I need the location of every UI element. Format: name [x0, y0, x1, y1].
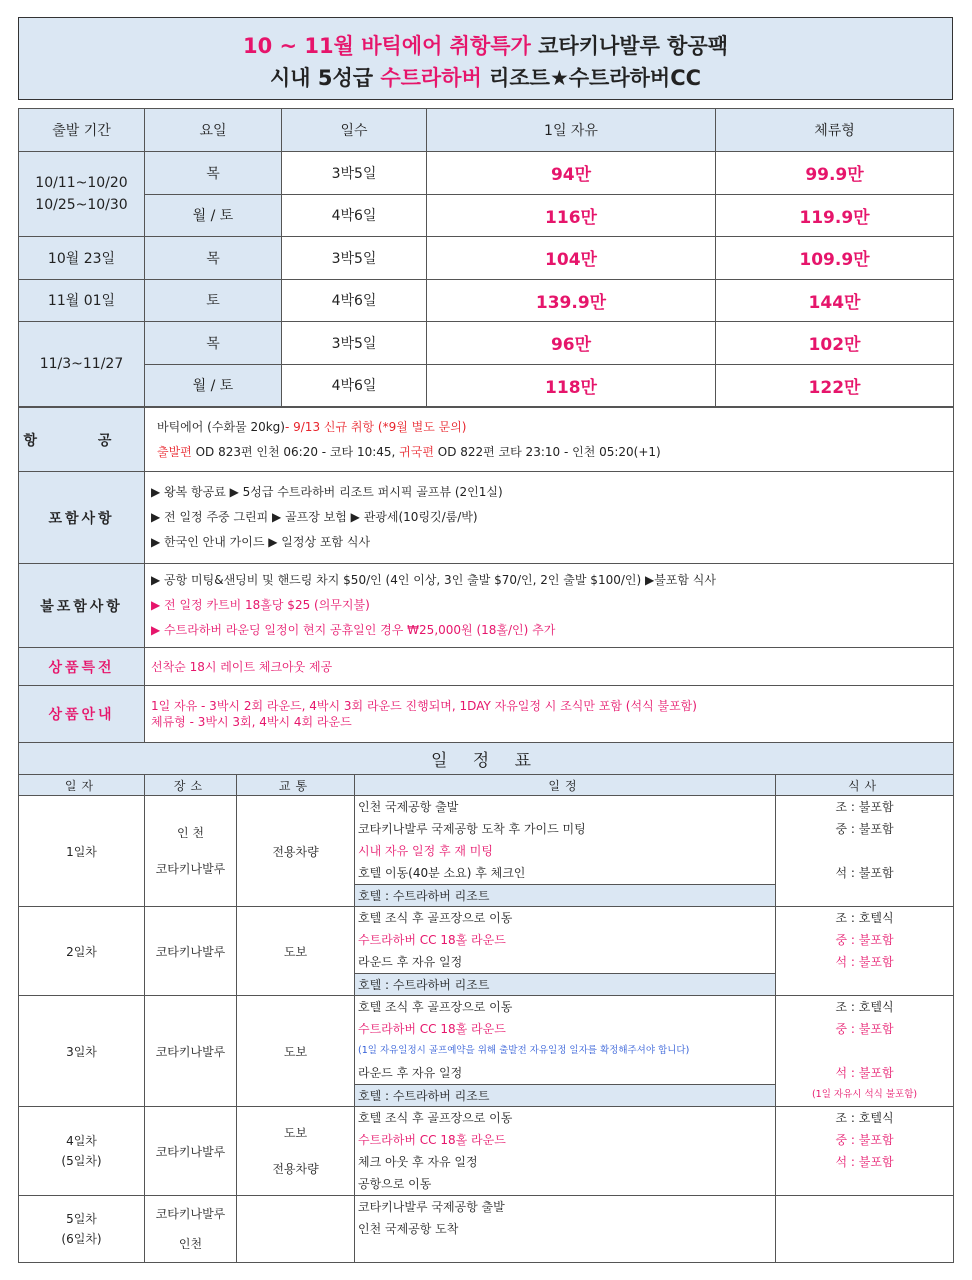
special-label: 상품특전 [19, 648, 145, 686]
price-row [19, 152, 954, 195]
included-line: ▶ 왕복 항공료 ▶ 5성급 수트라하버 리조트 퍼시픽 골프뷰 (2인1실) [151, 485, 503, 499]
excluded-line: ▶ 전 일정 카트비 18홀당 $25 (의무지불) [151, 598, 370, 612]
day-meals [776, 1196, 954, 1263]
duration-cell: 3박5일 [282, 237, 427, 280]
departure-period: 11월 01일 [19, 279, 145, 322]
free-price-cell: 118만 [427, 364, 716, 407]
stay-price-cell: 119.9만 [716, 194, 954, 237]
air-label: 항 공 [19, 408, 145, 472]
itinerary-note: (1일 자유일정시 골프예약을 위해 출발전 자유일정 일자를 확정해주셔야 합니다) [358, 1045, 690, 1056]
promo-title-box [18, 17, 953, 100]
day-places [145, 796, 237, 907]
period-date: 10/11~10/20 [35, 175, 128, 191]
hotel-line: 호텔 : 수트라하버 리조트 [355, 884, 775, 906]
meal-item [776, 1040, 953, 1062]
return-flight: OD 822편 코타 23:10 - 인천 05:20(+1) [433, 444, 661, 459]
itinerary-item: 호텔 이동(40분 소요) 후 체크인 [358, 866, 526, 880]
day-number-alt: (6일차) [61, 1232, 102, 1246]
itinerary-item: 코타키나발루 국제공항 출발 [358, 1200, 505, 1214]
schedule-day-row [19, 907, 954, 996]
guide-line: 체류형 - 3박시 3회, 4박시 4회 라운드 [151, 715, 352, 729]
itinerary-item: 호텔 조식 후 골프장으로 이동 [358, 911, 513, 925]
itinerary-item: 라운드 후 자유 일정 [358, 955, 463, 969]
schedule-table [18, 742, 954, 1263]
meal-item: 석 : 불포함 [835, 955, 894, 969]
excluded-line: ▶ 수트라하버 라운딩 일정이 현지 공휴일인 경우 ₩25,000원 (18홀/인) 추가 [151, 623, 556, 637]
day-label [19, 1196, 145, 1263]
day-label: 3일차 [19, 996, 145, 1107]
schedule-day-row [19, 796, 954, 907]
weekday-cell: 목 [145, 237, 282, 280]
meal-item: 조 : 호텔식 [835, 1111, 894, 1125]
day-meals [776, 996, 954, 1107]
meal-item: 조 : 호텔식 [835, 911, 894, 925]
guide-label: 상품안내 [19, 686, 145, 743]
day-itinerary [355, 796, 776, 907]
itinerary-item: 인천 국제공항 도착 [358, 1222, 459, 1236]
itinerary-item: 코타키나발루 국제공항 도착 후 가이드 미팅 [358, 822, 586, 836]
price-header-row [19, 109, 954, 152]
transport-item: 전용차량 [272, 1162, 319, 1176]
itinerary-item: 인천 국제공항 출발 [358, 800, 459, 814]
meal-item: 석 : 불포함 [835, 866, 894, 880]
duration-cell: 4박6일 [282, 364, 427, 407]
day-label: 2일차 [19, 907, 145, 996]
itinerary-item: 라운드 후 자유 일정 [358, 1066, 463, 1080]
air-content [145, 408, 954, 472]
guide-content [145, 686, 954, 743]
schedule-day-row [19, 1196, 954, 1263]
title-line-2 [19, 62, 952, 92]
header-day: 일자 [19, 775, 145, 796]
day-itinerary [355, 1196, 776, 1263]
free-price-cell: 116만 [427, 194, 716, 237]
place-name: 인천 [178, 1237, 203, 1251]
air-line-1 [157, 415, 953, 440]
header-meals: 식사 [776, 775, 954, 796]
special-content: 선착순 18시 레이트 체크아웃 제공 [145, 648, 954, 686]
meal-item: 중 : 불포함 [835, 822, 894, 836]
weekday-cell: 목 [145, 322, 282, 365]
meal-item: 조 : 불포함 [835, 800, 894, 814]
departure-period [19, 152, 145, 237]
place-name: 코타키나발루 [145, 996, 237, 1107]
schedule-header-row [19, 775, 954, 796]
day-number-alt: (5일차) [61, 1154, 102, 1168]
itinerary-item: 수트라하버 CC 18홀 라운드 [358, 1022, 506, 1036]
day-number: 5일차 [66, 1212, 97, 1226]
itinerary-item: 호텔 조식 후 골프장으로 이동 [358, 1000, 513, 1014]
header-place: 장소 [145, 775, 237, 796]
outbound-label: 출발편 [157, 444, 192, 459]
itinerary-item: 공항으로 이동 [358, 1177, 432, 1191]
day-places [145, 1196, 237, 1263]
duration-cell: 3박5일 [282, 152, 427, 195]
place-name: 인 천 [177, 826, 204, 840]
weekday-cell: 목 [145, 152, 282, 195]
place-name: 코타키나발루 [145, 907, 237, 996]
meal-item: 중 : 불포함 [835, 1022, 894, 1036]
schedule-day-row [19, 996, 954, 1107]
air-line-2 [157, 440, 953, 465]
day-transport [237, 1107, 355, 1196]
header-stay-type: 체류형 [716, 109, 954, 152]
info-table [18, 407, 954, 743]
itinerary-item: 호텔 조식 후 골프장으로 이동 [358, 1111, 513, 1125]
departure-period: 10월 23일 [19, 237, 145, 280]
included-row [19, 472, 954, 564]
price-row [19, 194, 954, 237]
airline-baggage: 바틱에어 (수화물 20kg) [157, 419, 285, 434]
place-name: 코타키나발루 [155, 1207, 226, 1221]
day-itinerary [355, 996, 776, 1107]
period-date: 10/25~10/30 [35, 197, 128, 213]
itinerary-item: 체크 아웃 후 자유 일정 [358, 1155, 478, 1169]
schedule-title: 일 정 표 [19, 743, 954, 775]
meal-item: 중 : 불포함 [835, 1133, 894, 1147]
title-package-text: 코타키나발루 항공팩 [530, 34, 729, 58]
header-itinerary: 일정 [355, 775, 776, 796]
duration-cell: 4박6일 [282, 194, 427, 237]
free-price-cell: 96만 [427, 322, 716, 365]
day-label [19, 1107, 145, 1196]
title-resort-cc: 리조트★수트라하버CC [481, 66, 702, 90]
excluded-row [19, 564, 954, 648]
stay-price-cell: 99.9만 [716, 152, 954, 195]
header-period: 출발 기간 [19, 109, 145, 152]
air-row [19, 408, 954, 472]
included-line: ▶ 전 일정 주중 그린피 ▶ 골프장 보험 ▶ 관광세(10링깃/룸/박) [151, 510, 478, 524]
day-label: 1일차 [19, 796, 145, 907]
day-transport: 전용차량 [237, 796, 355, 907]
included-content [145, 472, 954, 564]
special-row [19, 648, 954, 686]
schedule-day-row [19, 1107, 954, 1196]
free-price-cell: 139.9만 [427, 279, 716, 322]
header-transport: 교통 [237, 775, 355, 796]
place-name: 코타키나발루 [145, 1107, 237, 1196]
day-itinerary [355, 907, 776, 996]
departure-period: 11/3~11/27 [19, 322, 145, 407]
included-line: ▶ 한국인 안내 가이드 ▶ 일정상 포함 식사 [151, 535, 371, 549]
excluded-line: ▶ 공항 미팅&샌딩비 및 핸드링 차지 $50/인 (4인 이상, 3인 출발 $70/인, 2인 출발 $100/인) ▶불포함 식사 [151, 573, 716, 587]
price-row [19, 322, 954, 365]
day-meals [776, 907, 954, 996]
excluded-content [145, 564, 954, 648]
excluded-label: 불포함사항 [19, 564, 145, 648]
transport-item: 도보 [283, 1126, 308, 1140]
meal-note: (1일 자유시 석식 불포함) [811, 1089, 918, 1100]
day-meals [776, 796, 954, 907]
stay-price-cell: 144만 [716, 279, 954, 322]
schedule-title-row [19, 743, 954, 775]
guide-line: 1일 자유 - 3박시 2회 라운드, 4박시 3회 라운드 진행되며, 1DAY 자유일정 시 조식만 포함 (석식 불포함) [151, 699, 697, 713]
title-promo-text: 10 ~ 11월 바틱에어 취항특가 [242, 34, 531, 58]
header-weekday: 요일 [145, 109, 282, 152]
hotel-line: 호텔 : 수트라하버 리조트 [355, 973, 775, 995]
place-name: 코타키나발루 [155, 862, 226, 876]
title-hotel-grade: 시내 5성급 [269, 66, 381, 90]
duration-cell: 4박6일 [282, 279, 427, 322]
meal-item: 석 : 불포함 [835, 1155, 894, 1169]
stay-price-cell: 102만 [716, 322, 954, 365]
weekday-cell: 월 / 토 [145, 364, 282, 407]
itinerary-item: 수트라하버 CC 18홀 라운드 [358, 1133, 506, 1147]
return-label: 귀국편 [399, 444, 434, 459]
outbound-flight: OD 823편 인천 06:20 - 코타 10:45, [191, 444, 400, 459]
meal-item: 중 : 불포함 [835, 933, 894, 947]
price-table [18, 108, 954, 407]
stay-price-cell: 122만 [716, 364, 954, 407]
itinerary-item: 시내 자유 일정 후 재 미팅 [358, 844, 493, 858]
hotel-line: 호텔 : 수트라하버 리조트 [355, 1084, 775, 1106]
day-itinerary [355, 1107, 776, 1196]
weekday-cell: 토 [145, 279, 282, 322]
new-route-note: - 9/13 신규 취항 (*9월 별도 문의) [284, 419, 467, 434]
price-row [19, 279, 954, 322]
itinerary-item: 수트라하버 CC 18홀 라운드 [358, 933, 506, 947]
day-transport [237, 1196, 355, 1263]
price-row [19, 364, 954, 407]
day-transport: 도보 [237, 996, 355, 1107]
meal-item: 석 : 불포함 [835, 1066, 894, 1080]
meal-item [776, 840, 953, 862]
meal-item: 조 : 호텔식 [835, 1000, 894, 1014]
day-meals [776, 1107, 954, 1196]
header-free-day: 1일 자유 [427, 109, 716, 152]
title-line-1 [19, 30, 952, 60]
free-price-cell: 94만 [427, 152, 716, 195]
title-hotel-name: 수트라하버 [380, 66, 482, 90]
day-number: 4일차 [66, 1134, 97, 1148]
included-label: 포함사항 [19, 472, 145, 564]
guide-row [19, 686, 954, 743]
header-duration: 일수 [282, 109, 427, 152]
day-transport: 도보 [237, 907, 355, 996]
price-row [19, 237, 954, 280]
weekday-cell: 월 / 토 [145, 194, 282, 237]
duration-cell: 3박5일 [282, 322, 427, 365]
stay-price-cell: 109.9만 [716, 237, 954, 280]
free-price-cell: 104만 [427, 237, 716, 280]
